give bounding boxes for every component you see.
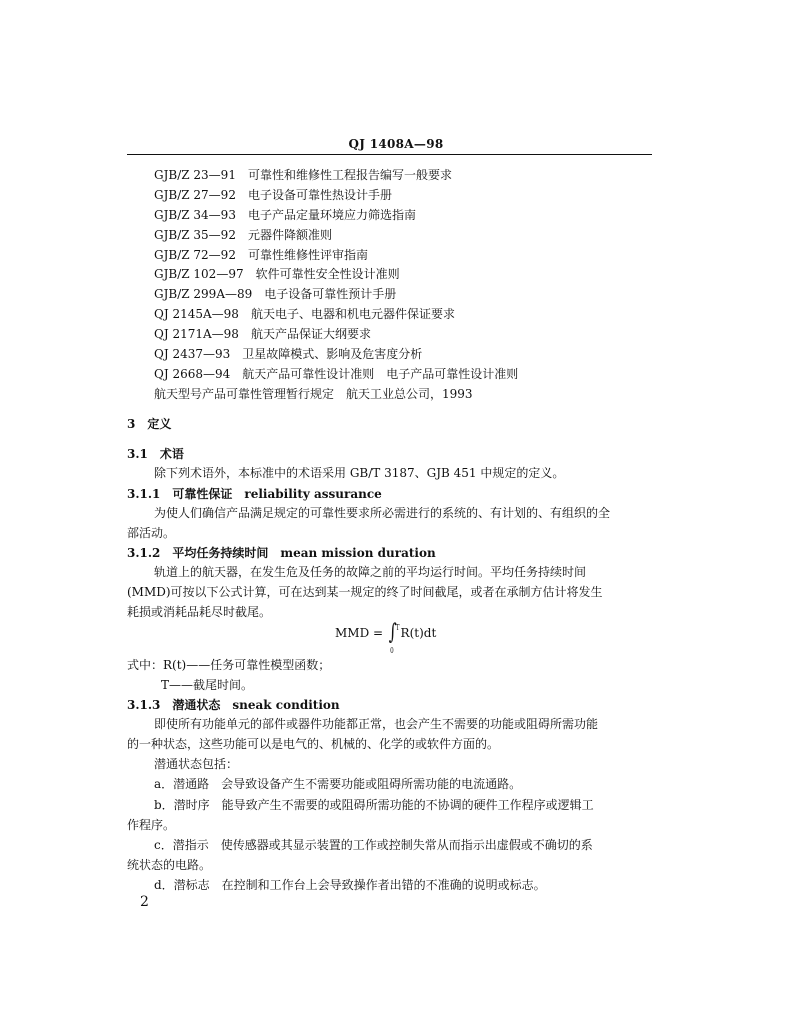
paragraph-line: 轨道上的航天器，在发生危及任务的故障之前的平均运行时间。平均任务持续时间	[154, 565, 587, 579]
where-clause: 式中：R(t)——任务可靠性模型函数；	[127, 658, 331, 672]
integral-lower-limit: 0	[390, 646, 394, 655]
reference-item: QJ 2171A—98 航天产品保证大纲要求	[154, 327, 371, 341]
term-heading: 3.1.3 潜通状态 sneak condition	[127, 698, 340, 712]
reference-item: QJ 2437—93 卫星故障模式、影响及危害度分析	[154, 347, 423, 361]
list-item: b．潜时序 能导致产生不需要的或阻碍所需功能的不协调的硬件工作程序或逻辑工	[154, 798, 594, 812]
paragraph-line: 的一种状态，这些功能可以是电气的、机械的、化学的或软件方面的。	[127, 737, 500, 751]
list-item: d．潜标志 在控制和工作台上会导致操作者出错的不准确的说明或标志。	[154, 878, 546, 892]
integral-upper-limit: T	[395, 623, 400, 632]
paragraph-line: (MMD)可按以下公式计算，可在达到某一规定的终了时间截尾，或者在承制方估计将发生	[127, 585, 603, 599]
reference-item: QJ 2145A—98 航天电子、电器和机电元器件保证要求	[154, 307, 455, 321]
formula-lhs: MMD =	[335, 626, 384, 640]
reference-item: GJB/Z 23—91 可靠性和维修性工程报告编写一般要求	[154, 168, 452, 182]
header-rule	[127, 154, 652, 155]
page-number: 2	[140, 894, 149, 910]
paragraph-line: 除下列术语外，本标准中的术语采用 GB/T 3187、GJB 451 中规定的定义。	[154, 466, 565, 480]
paragraph-line: 部活动。	[127, 526, 176, 540]
formula-rhs: R(t)dt	[400, 626, 437, 640]
section-heading: 3 定义	[127, 417, 172, 431]
list-item: c．潜指示 使传感器或其显示装置的工作或控制失常从而指示出虚假或不确切的系	[154, 838, 593, 852]
reference-item: 航天型号产品可靠性管理暂行规定 航天工业总公司，1993	[154, 387, 473, 401]
page-header-title: QJ 1408A—98	[348, 137, 444, 151]
paragraph-line: 即使所有功能单元的部件或器件功能都正常，也会产生不需要的功能或阻碍所需功能	[154, 717, 599, 731]
paragraph-line: 潜通状态包括：	[154, 757, 239, 771]
reference-item: GJB/Z 34—93 电子产品定量环境应力筛选指南	[154, 208, 416, 222]
reference-item: GJB/Z 35—92 元器件降额准则	[154, 228, 332, 242]
reference-item: GJB/Z 299A—89 电子设备可靠性预计手册	[154, 287, 397, 301]
term-heading: 3.1.1 可靠性保证 reliability assurance	[127, 487, 382, 501]
list-item-continuation: 作程序。	[127, 818, 176, 832]
reference-item: GJB/Z 72—92 可靠性维修性评审指南	[154, 248, 368, 262]
list-item-continuation: 统状态的电路。	[127, 858, 212, 872]
reference-item: GJB/Z 102—97 软件可靠性安全性设计准则	[154, 267, 400, 281]
where-clause: T——截尾时间。	[161, 678, 254, 692]
paragraph-line: 为使人们确信产品满足规定的可靠性要求所必需进行的系统的、有计划的、有组织的全	[154, 506, 611, 520]
term-heading: 3.1.2 平均任务持续时间 mean mission duration	[127, 546, 436, 560]
subsection-heading: 3.1 术语	[127, 447, 184, 461]
paragraph-line: 耗损或消耗品耗尽时截尾。	[127, 605, 272, 619]
list-item: a．潜通路 会导致设备产生不需要功能或阻碍所需功能的电流通路。	[154, 777, 522, 791]
mmd-formula	[335, 620, 437, 655]
integral-sign: ∫ T 0	[389, 622, 397, 644]
reference-item: GJB/Z 27—92 电子设备可靠性热设计手册	[154, 188, 392, 202]
reference-item: QJ 2668—94 航天产品可靠性设计准则 电子产品可靠性设计准则	[154, 367, 519, 381]
